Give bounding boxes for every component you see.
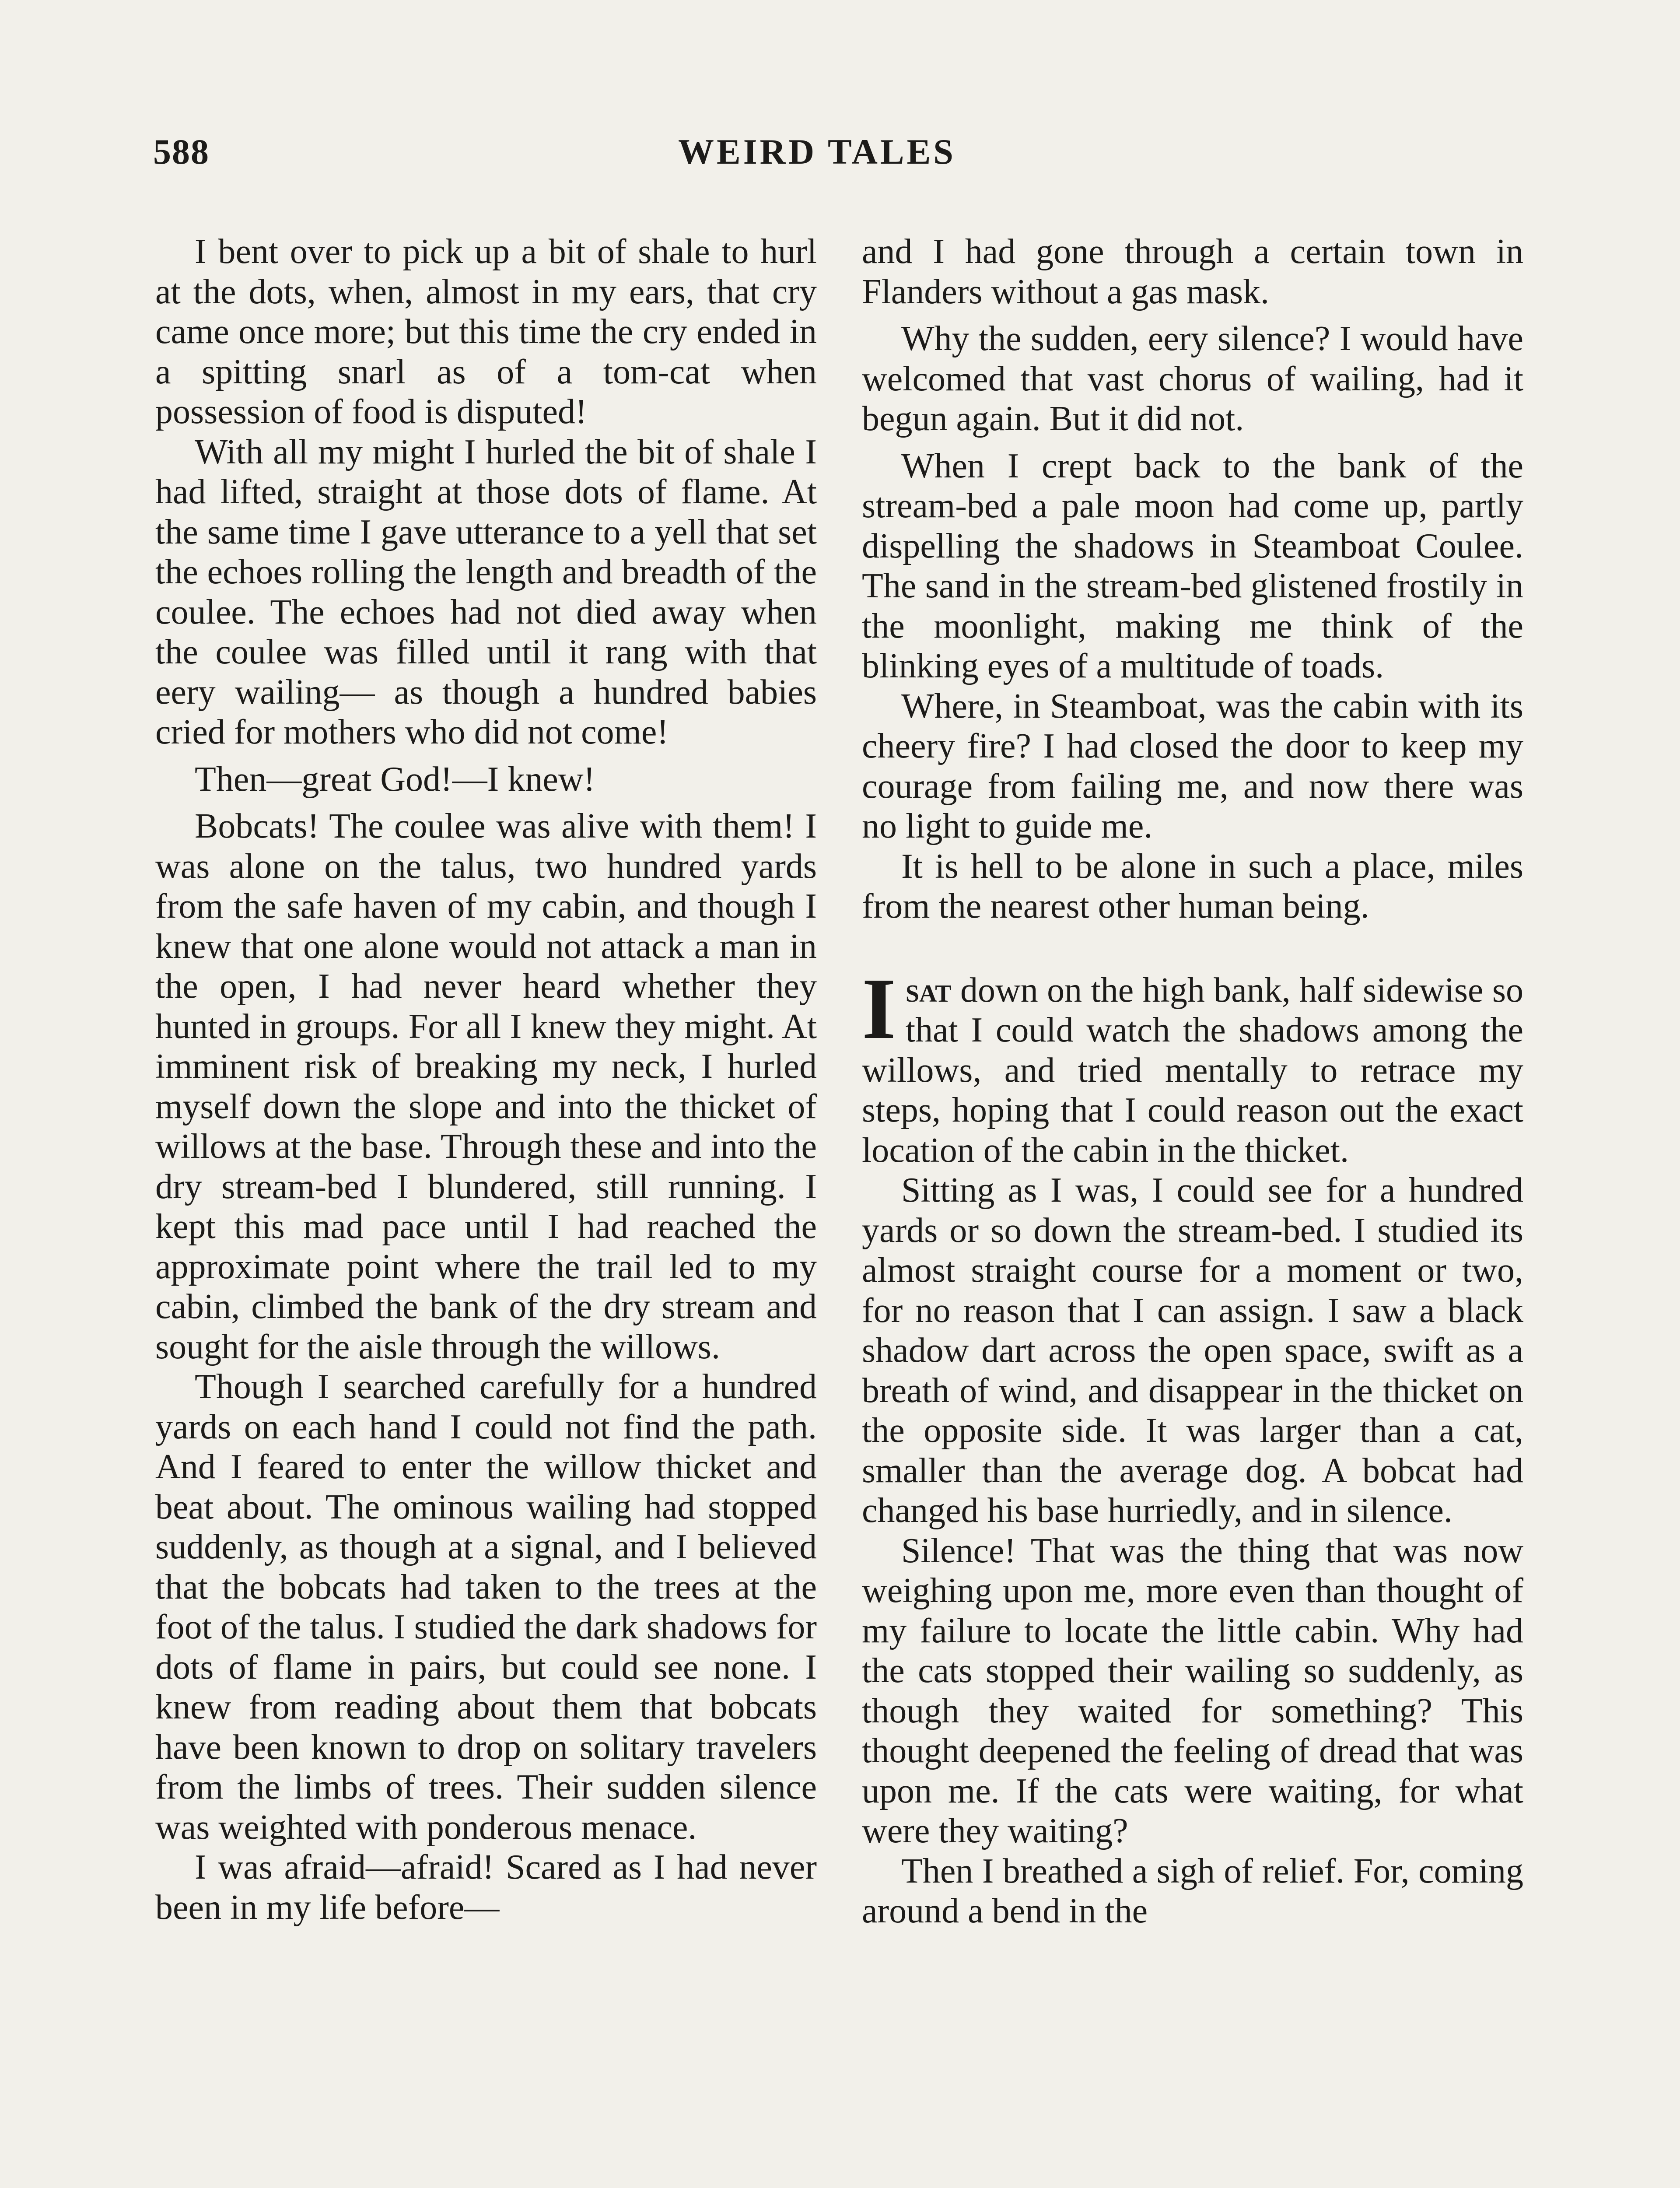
section-opening-text: down on the high bank, half sidewise so that I could watch the shadows among the willows, and tried mentally to retrace my steps, hoping that I could reason out the exact location of the cabin in the thicket. [862,971,1523,1170]
magazine-title: WEIRD TALES [678,132,956,172]
paragraph: Where, in Steamboat, was the cabin with its cheery fire? I had closed the door to keep my courage from failing me, and now there was no light to guide me. [862,687,1523,845]
paragraph: With all my might I hurled the bit of shale I had lifted, straight at those dots of flame. At the same time I gave utterance to a yell that set the echoes rolling the length and breadth of the coulee. The echoes had not died away when the coulee was filled until it rang with that eery wailing— as though a hundred babies cried for mothers who did not come! [155,432,817,751]
paragraph: and I had gone through a certain town in Flanders without a gas mask. [862,232,1523,311]
paragraph: Bobcats! The coulee was alive with them! I was alone on the talus, two hundred yards from the safe haven of my cabin, and though I knew that one alone would not attack a man in the open, I had never heard whether they hunted in groups. For all I knew they might. At imminent risk of breaking my neck, I hurled myself down the slope and into the thicket of willows at the base. Through these and into the dry stream-bed I blundered, still running. I kept this mad pace until I had reached the approximate point where the trail led to my cabin, climbed the bank of the dry stream and sought for the aisle through the willows. [155,807,817,1366]
right-column [862,232,1523,1932]
page-header [153,131,1522,179]
drop-cap: I [862,960,896,1057]
paragraph: I was afraid—afraid! Scared as I had never been in my life before— [155,1848,817,1927]
page-number: 588 [153,132,210,172]
paragraph: Why the sudden, eery silence? I would have welcomed that vast chorus of wailing, had it begun again. But it did not. [862,319,1523,438]
paragraph: When I crept back to the bank of the stream-bed a pale moon had come up, partly dispelling the shadows in Steamboat Coulee. The sand in the stream-bed glistened frostily in the moonlight, making me think of the blinking eyes of a multitude of toads. [862,446,1523,685]
section-opening-paragraph [862,960,1523,1171]
paragraph: Then I breathed a sigh of relief. For, coming around a bend in the [862,1851,1523,1930]
paragraph: Silence! That was the thing that was now weighing upon me, more even than thought of my failure to locate the little cabin. Why had the cats stopped their wailing so suddenly, as though they waited for something? This thought deepened the feeling of dread that was upon me. If the cats were waiting, for what were they waiting? [862,1531,1523,1850]
paragraph: I bent over to pick up a bit of shale to hurl at the dots, when, almost in my ears, that cry came once more; but this time the cry ended in a spitting snarl as of a tom-cat when possession of food is disputed! [155,232,817,431]
paragraph: Though I searched carefully for a hundred yards on each hand I could not find the path. And I feared to enter the willow thicket and beat about. The ominous wailing had stopped suddenly, as though at a signal, and I believed that the bobcats had taken to the trees at the foot of the talus. I studied the dark shadows for dots of flame in pairs, but could see none. I knew from reading about them that bobcats have been known to drop on solitary travelers from the limbs of trees. Their sudden silence was weighted with ponderous menace. [155,1368,817,1847]
paragraph: It is hell to be alone in such a place, miles from the nearest other human being. [862,847,1523,926]
left-column [155,232,817,1928]
small-caps-lead: sat [905,971,952,1010]
paragraph: Sitting as I was, I could see for a hundred yards or so down the stream-bed. I studied its almost straight course for a moment or two, for no reason that I can assign. I saw a black shadow dart across the open space, swift as a breath of wind, and disappear in the thicket on the opposite side. It was larger than a cat, smaller than the average dog. A bobcat had changed his base hurriedly, and in silence. [862,1171,1523,1530]
paragraph: Then—great God!—I knew! [195,760,595,799]
